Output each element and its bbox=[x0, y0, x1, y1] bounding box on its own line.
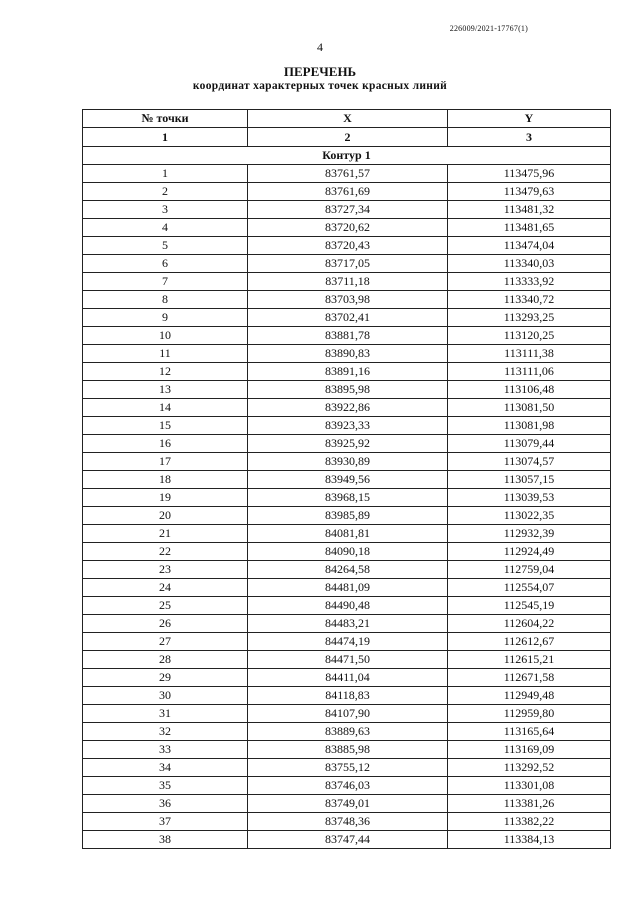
x-coordinate-cell: 84118,83 bbox=[248, 687, 448, 705]
x-coordinate-cell: 84483,21 bbox=[248, 615, 448, 633]
y-coordinate-cell: 112554,07 bbox=[448, 579, 611, 597]
table-row bbox=[83, 237, 611, 255]
x-coordinate-cell: 84264,58 bbox=[248, 561, 448, 579]
table-row bbox=[83, 183, 611, 201]
table-body bbox=[83, 165, 611, 849]
header-row bbox=[83, 110, 611, 128]
table-row bbox=[83, 687, 611, 705]
column-number-3: 3 bbox=[448, 128, 611, 146]
document-number: 226009/2021-17767(1) bbox=[449, 24, 528, 33]
point-number-cell: 37 bbox=[83, 813, 248, 831]
x-coordinate-cell: 83881,78 bbox=[248, 327, 448, 345]
point-number-cell: 24 bbox=[83, 579, 248, 597]
point-number-cell: 13 bbox=[83, 381, 248, 399]
table-row bbox=[83, 435, 611, 453]
y-coordinate-cell: 113111,38 bbox=[448, 345, 611, 363]
table-row bbox=[83, 399, 611, 417]
x-coordinate-cell: 84107,90 bbox=[248, 705, 448, 723]
x-coordinate-cell: 83746,03 bbox=[248, 777, 448, 795]
table-row bbox=[83, 669, 611, 687]
y-coordinate-cell: 113292,52 bbox=[448, 759, 611, 777]
table-row bbox=[83, 579, 611, 597]
point-number-cell: 20 bbox=[83, 507, 248, 525]
x-coordinate-cell: 83895,98 bbox=[248, 381, 448, 399]
y-coordinate-cell: 113111,06 bbox=[448, 363, 611, 381]
point-number-cell: 4 bbox=[83, 219, 248, 237]
y-coordinate-cell: 113481,32 bbox=[448, 201, 611, 219]
table-row bbox=[83, 813, 611, 831]
y-coordinate-cell: 113475,96 bbox=[448, 165, 611, 183]
x-coordinate-cell: 83727,34 bbox=[248, 201, 448, 219]
y-coordinate-cell: 113169,09 bbox=[448, 741, 611, 759]
header-y: Y bbox=[448, 110, 611, 128]
point-number-cell: 7 bbox=[83, 273, 248, 291]
table-row bbox=[83, 561, 611, 579]
point-number-cell: 3 bbox=[83, 201, 248, 219]
y-coordinate-cell: 113481,65 bbox=[448, 219, 611, 237]
header-x: X bbox=[248, 110, 448, 128]
y-coordinate-cell: 112545,19 bbox=[448, 597, 611, 615]
x-coordinate-cell: 84474,19 bbox=[248, 633, 448, 651]
point-number-cell: 14 bbox=[83, 399, 248, 417]
x-coordinate-cell: 84481,09 bbox=[248, 579, 448, 597]
point-number-cell: 17 bbox=[83, 453, 248, 471]
y-coordinate-cell: 113074,57 bbox=[448, 453, 611, 471]
table-row bbox=[83, 381, 611, 399]
table-row bbox=[83, 165, 611, 183]
table-row bbox=[83, 345, 611, 363]
table-row bbox=[83, 201, 611, 219]
x-coordinate-cell: 83949,56 bbox=[248, 471, 448, 489]
table-row bbox=[83, 651, 611, 669]
y-coordinate-cell: 112959,80 bbox=[448, 705, 611, 723]
point-number-cell: 6 bbox=[83, 255, 248, 273]
table-row bbox=[83, 219, 611, 237]
y-coordinate-cell: 112949,48 bbox=[448, 687, 611, 705]
x-coordinate-cell: 83761,69 bbox=[248, 183, 448, 201]
x-coordinate-cell: 83923,33 bbox=[248, 417, 448, 435]
x-coordinate-cell: 83761,57 bbox=[248, 165, 448, 183]
point-number-cell: 10 bbox=[83, 327, 248, 345]
y-coordinate-cell: 113081,50 bbox=[448, 399, 611, 417]
table-row bbox=[83, 507, 611, 525]
x-coordinate-cell: 83930,89 bbox=[248, 453, 448, 471]
point-number-cell: 36 bbox=[83, 795, 248, 813]
y-coordinate-cell: 112612,67 bbox=[448, 633, 611, 651]
point-number-cell: 2 bbox=[83, 183, 248, 201]
point-number-cell: 25 bbox=[83, 597, 248, 615]
x-coordinate-cell: 83702,41 bbox=[248, 309, 448, 327]
point-number-cell: 5 bbox=[83, 237, 248, 255]
point-number-cell: 33 bbox=[83, 741, 248, 759]
table-row bbox=[83, 615, 611, 633]
y-coordinate-cell: 112615,21 bbox=[448, 651, 611, 669]
contour-label: Контур 1 bbox=[83, 146, 611, 164]
table-row bbox=[83, 759, 611, 777]
table-row bbox=[83, 489, 611, 507]
table-row bbox=[83, 543, 611, 561]
x-coordinate-cell: 83748,36 bbox=[248, 813, 448, 831]
table-row bbox=[83, 471, 611, 489]
table-row bbox=[83, 633, 611, 651]
x-coordinate-cell: 83891,16 bbox=[248, 363, 448, 381]
point-number-cell: 30 bbox=[83, 687, 248, 705]
table-row bbox=[83, 723, 611, 741]
point-number-cell: 21 bbox=[83, 525, 248, 543]
point-number-cell: 18 bbox=[83, 471, 248, 489]
point-number-cell: 28 bbox=[83, 651, 248, 669]
y-coordinate-cell: 113079,44 bbox=[448, 435, 611, 453]
point-number-cell: 22 bbox=[83, 543, 248, 561]
y-coordinate-cell: 112759,04 bbox=[448, 561, 611, 579]
x-coordinate-cell: 83717,05 bbox=[248, 255, 448, 273]
y-coordinate-cell: 113081,98 bbox=[448, 417, 611, 435]
y-coordinate-cell: 113022,35 bbox=[448, 507, 611, 525]
y-coordinate-cell: 112932,39 bbox=[448, 525, 611, 543]
y-coordinate-cell: 113340,03 bbox=[448, 255, 611, 273]
table-row bbox=[83, 705, 611, 723]
table-row bbox=[83, 273, 611, 291]
x-coordinate-cell: 83922,86 bbox=[248, 399, 448, 417]
x-coordinate-cell: 83889,63 bbox=[248, 723, 448, 741]
x-coordinate-cell: 83720,43 bbox=[248, 237, 448, 255]
point-number-cell: 16 bbox=[83, 435, 248, 453]
table-row bbox=[83, 255, 611, 273]
point-number-cell: 11 bbox=[83, 345, 248, 363]
y-coordinate-cell: 113301,08 bbox=[448, 777, 611, 795]
point-number-cell: 23 bbox=[83, 561, 248, 579]
table-row bbox=[83, 831, 611, 849]
table-row bbox=[83, 741, 611, 759]
point-number-cell: 12 bbox=[83, 363, 248, 381]
y-coordinate-cell: 112924,49 bbox=[448, 543, 611, 561]
point-number-cell: 19 bbox=[83, 489, 248, 507]
point-number-cell: 38 bbox=[83, 831, 248, 849]
coordinates-table bbox=[82, 109, 611, 849]
table-row bbox=[83, 327, 611, 345]
table-row bbox=[83, 309, 611, 327]
contour-row bbox=[83, 146, 611, 164]
column-number-row bbox=[83, 128, 611, 146]
header-point-number: № точки bbox=[83, 110, 248, 128]
y-coordinate-cell: 113382,22 bbox=[448, 813, 611, 831]
page-title: ПЕРЕЧЕНЬ bbox=[283, 64, 357, 79]
y-coordinate-cell: 113381,26 bbox=[448, 795, 611, 813]
table-row bbox=[83, 417, 611, 435]
y-coordinate-cell: 112671,58 bbox=[448, 669, 611, 687]
column-number-1: 1 bbox=[83, 128, 248, 146]
x-coordinate-cell: 83755,12 bbox=[248, 759, 448, 777]
y-coordinate-cell: 113293,25 bbox=[448, 309, 611, 327]
point-number-cell: 26 bbox=[83, 615, 248, 633]
x-coordinate-cell: 83890,83 bbox=[248, 345, 448, 363]
y-coordinate-cell: 113106,48 bbox=[448, 381, 611, 399]
x-coordinate-cell: 84090,18 bbox=[248, 543, 448, 561]
y-coordinate-cell: 113333,92 bbox=[448, 273, 611, 291]
x-coordinate-cell: 83747,44 bbox=[248, 831, 448, 849]
table-row bbox=[83, 795, 611, 813]
y-coordinate-cell: 113474,04 bbox=[448, 237, 611, 255]
page-subtitle: координат характерных точек красных линий bbox=[192, 80, 448, 92]
point-number-cell: 1 bbox=[83, 165, 248, 183]
y-coordinate-cell: 113165,64 bbox=[448, 723, 611, 741]
table-row bbox=[83, 363, 611, 381]
y-coordinate-cell: 113039,53 bbox=[448, 489, 611, 507]
x-coordinate-cell: 84411,04 bbox=[248, 669, 448, 687]
point-number-cell: 29 bbox=[83, 669, 248, 687]
y-coordinate-cell: 113120,25 bbox=[448, 327, 611, 345]
point-number-cell: 15 bbox=[83, 417, 248, 435]
x-coordinate-cell: 83720,62 bbox=[248, 219, 448, 237]
y-coordinate-cell: 113340,72 bbox=[448, 291, 611, 309]
point-number-cell: 35 bbox=[83, 777, 248, 795]
x-coordinate-cell: 83749,01 bbox=[248, 795, 448, 813]
x-coordinate-cell: 84471,50 bbox=[248, 651, 448, 669]
y-coordinate-cell: 112604,22 bbox=[448, 615, 611, 633]
x-coordinate-cell: 83925,92 bbox=[248, 435, 448, 453]
point-number-cell: 8 bbox=[83, 291, 248, 309]
x-coordinate-cell: 84490,48 bbox=[248, 597, 448, 615]
table-row bbox=[83, 597, 611, 615]
table-row bbox=[83, 525, 611, 543]
point-number-cell: 34 bbox=[83, 759, 248, 777]
y-coordinate-cell: 113384,13 bbox=[448, 831, 611, 849]
x-coordinate-cell: 83711,18 bbox=[248, 273, 448, 291]
x-coordinate-cell: 84081,81 bbox=[248, 525, 448, 543]
point-number-cell: 31 bbox=[83, 705, 248, 723]
x-coordinate-cell: 83885,98 bbox=[248, 741, 448, 759]
table-row bbox=[83, 453, 611, 471]
column-number-2: 2 bbox=[248, 128, 448, 146]
x-coordinate-cell: 83968,15 bbox=[248, 489, 448, 507]
y-coordinate-cell: 113479,63 bbox=[448, 183, 611, 201]
x-coordinate-cell: 83703,98 bbox=[248, 291, 448, 309]
x-coordinate-cell: 83985,89 bbox=[248, 507, 448, 525]
y-coordinate-cell: 113057,15 bbox=[448, 471, 611, 489]
point-number-cell: 9 bbox=[83, 309, 248, 327]
table-row bbox=[83, 777, 611, 795]
point-number-cell: 27 bbox=[83, 633, 248, 651]
page-number: 4 bbox=[317, 40, 323, 54]
point-number-cell: 32 bbox=[83, 723, 248, 741]
table-row bbox=[83, 291, 611, 309]
